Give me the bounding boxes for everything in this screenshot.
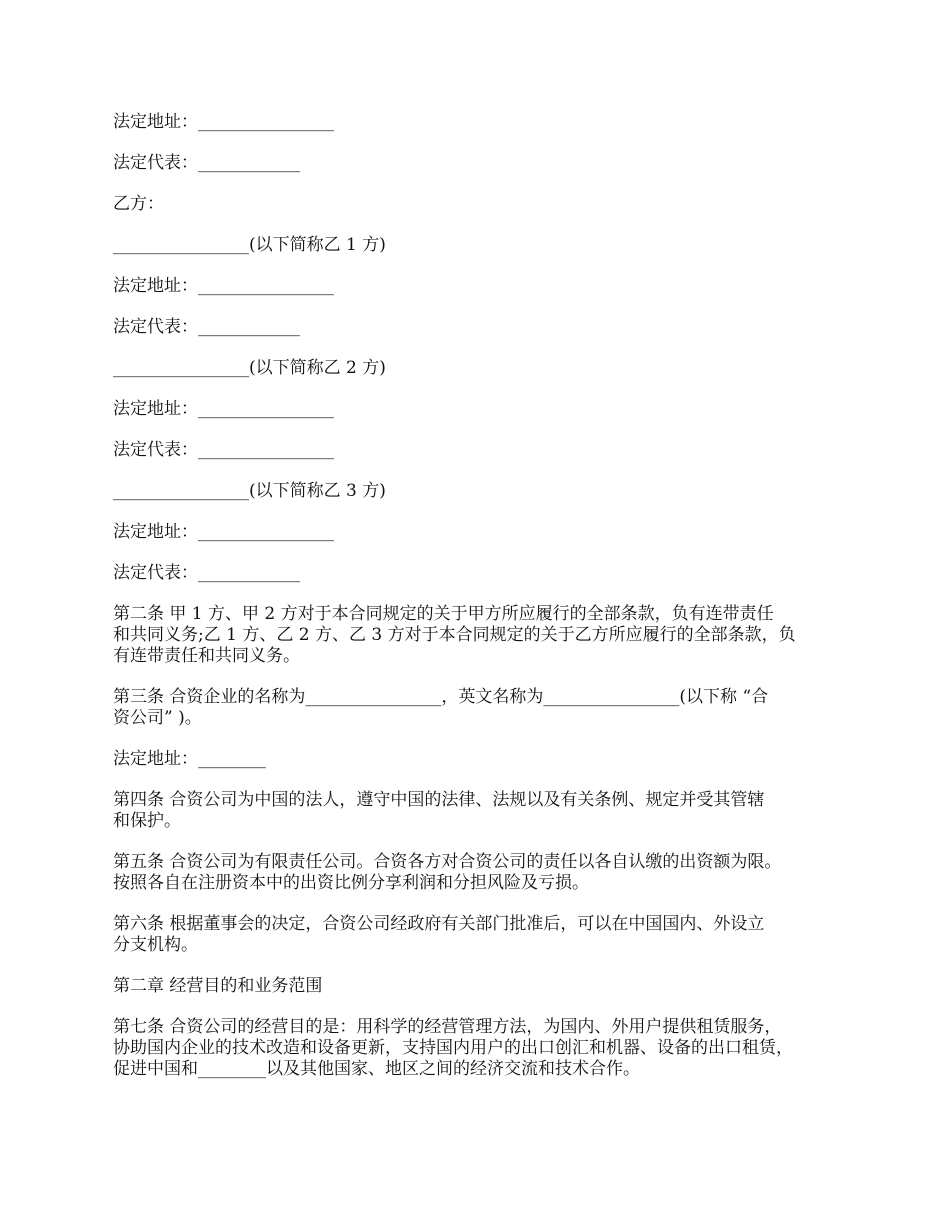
legal-representative-line: 法定代表：____________ — [113, 563, 300, 583]
party-b1-line: ________________(以下简称乙 1 方) — [113, 235, 386, 255]
legal-address-line: 法定地址：________ — [113, 749, 266, 769]
document-page — [113, 112, 843, 1100]
article-4: 第四条 合资公司为中国的法人，遵守中国的法律、法规以及有关条例、规定并受其管辖 和保护。 — [113, 790, 765, 831]
legal-representative-line: 法定代表：____________ — [113, 317, 300, 337]
legal-representative-line: 法定代表：________________ — [113, 440, 334, 460]
party-b2-line: ________________(以下简称乙 2 方) — [113, 358, 386, 378]
legal-address-line: 法定地址：________________ — [113, 112, 334, 132]
article-5: 第五条 合资公司为有限责任公司。合资各方对合资公司的责任以各自认缴的出资额为限。 按照各自在注册资本中的出资比例分享利润和分担风险及亏损。 — [113, 852, 782, 893]
chapter-2-heading: 第二章 经营目的和业务范围 — [113, 976, 323, 996]
legal-representative-line: 法定代表：____________ — [113, 153, 300, 173]
legal-address-line: 法定地址：________________ — [113, 522, 334, 542]
article-7: 第七条 合资公司的经营目的是：用科学的经营管理方法，为国内、外用户提供租赁服务， 协助国内企业的技术改造和设备更新，支持国内用户的出口创汇和机器、设备的出口租赁， 促进中国和________以及其他国家、地区之间的经济交流和技术合作。 — [113, 1017, 793, 1079]
article-3: 第三条 合资企业的名称为________________，英文名称为________________(以下称 “合 资公司” )。 — [113, 687, 769, 728]
article-2: 第二条 甲 1 方、甲 2 方对于本合同规定的关于甲方所应履行的全部条款，负有连带责任 和共同义务;乙 1 方、乙 2 方、乙 3 方对于本合同规定的关于乙方所应履行的全部条款，负 有连带责任和共同义务。 — [113, 604, 796, 666]
party-b-heading: 乙方： — [113, 194, 164, 214]
article-6: 第六条 根据董事会的决定，合资公司经政府有关部门批准后，可以在中国国内、外设立 分支机构。 — [113, 914, 765, 955]
legal-address-line: 法定地址：________________ — [113, 276, 334, 296]
party-b3-line: ________________(以下简称乙 3 方) — [113, 481, 386, 501]
legal-address-line: 法定地址：________________ — [113, 399, 334, 419]
